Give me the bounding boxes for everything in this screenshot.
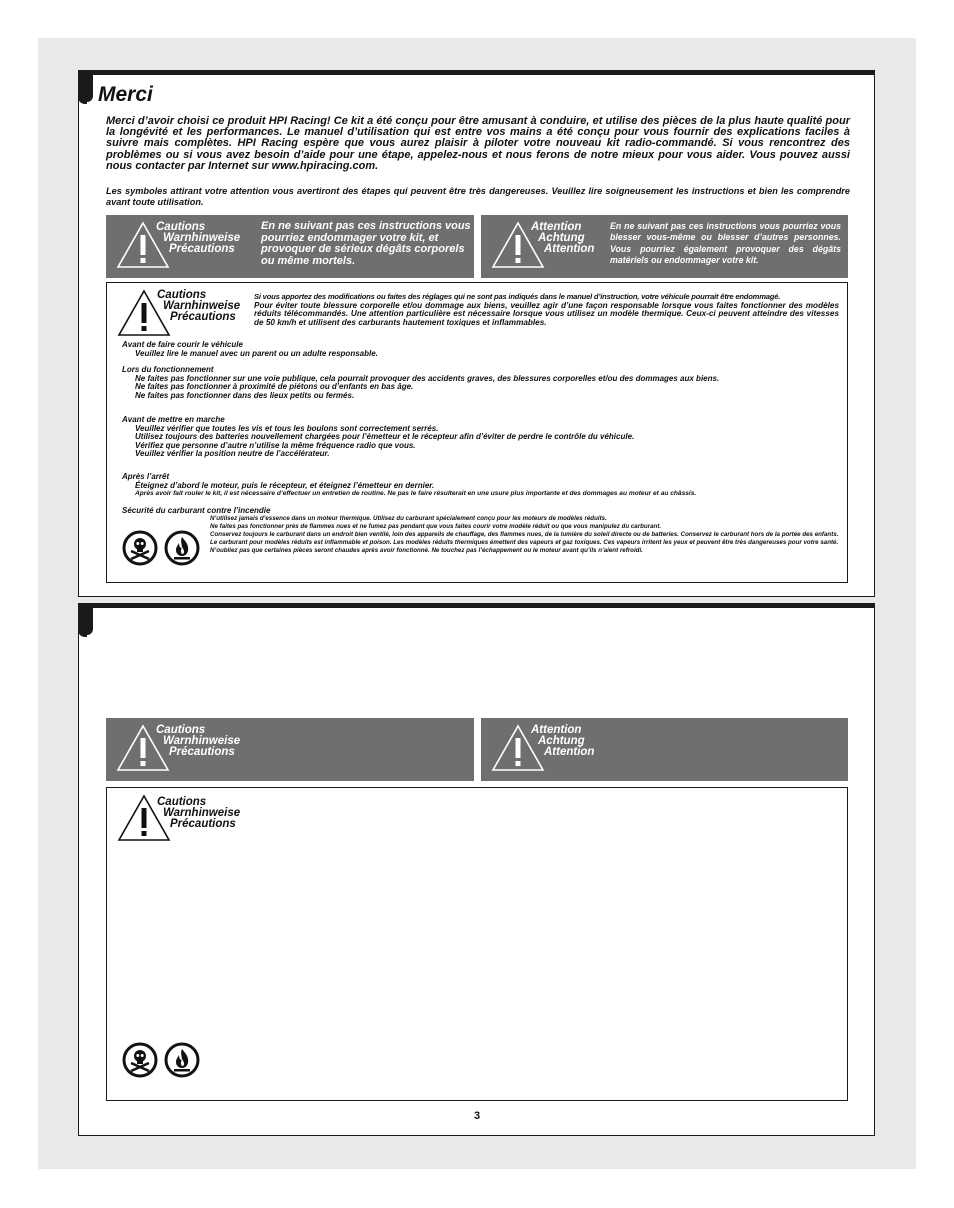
panel-top-rule (78, 70, 875, 75)
caution-label-en: Cautions (156, 221, 206, 233)
caution-description: En ne suivant pas ces instructions vous pourriez endommager votre kit, et provoquer de sérieux dégâts corporels ou même mortels. (261, 220, 471, 267)
section-before-start (122, 416, 634, 459)
safety-label-de: Warnhinweise (163, 300, 241, 312)
caution-label-en: Cautions (156, 724, 206, 736)
hazard-icons (122, 1042, 200, 1078)
list-item: Veuillez vérifier la position neutre de l’accélérateur. (135, 449, 330, 459)
list-item: Vérifiez que personne d’autre n’utilise la même fréquence radio que vous. (135, 440, 416, 450)
section-heading: Lors du fonctionnement (122, 365, 214, 374)
safety-label-de: Warnhinweise (163, 807, 241, 819)
attention-label-fr: Attention (544, 746, 595, 758)
list-item: Éteignez d’abord le moteur, puis le récepteur, et éteignez l’émetteur en dernier. (135, 480, 435, 490)
section-heading: Avant de mettre en marche (122, 415, 225, 424)
safety-intro (254, 293, 839, 327)
blank-template-panel (78, 603, 875, 1136)
panel-top-rule (78, 603, 875, 608)
poison-skull-icon (122, 1042, 158, 1078)
section-heading: Après l’arrêt (122, 472, 170, 481)
list-item: Utilisez toujours des batteries nouvellement chargées pour l’émetteur et le récepteur afin d’éviter de perdre le contrôle du véhicule. (135, 432, 635, 442)
list-item: N’utilisez jamais d’essence dans un moteur thermique. Utilisez du carburant spécialement conçu pour les moteurs de modèles réduits. (210, 515, 607, 522)
section-before-running (122, 341, 378, 358)
attention-box-blank (481, 718, 848, 781)
caution-box (106, 215, 474, 278)
attention-description: En ne suivant pas ces instructions vous pourriez vous blesser vous-même ou blesser d’autres personnes. Vous pourriez également provoquer des dégâts matériels ou endommager votre kit. (610, 221, 841, 265)
caution-box-blank (106, 718, 474, 781)
section-heading: Sécurité du carburant contre l’incendie (122, 506, 271, 515)
page-number: 3 (473, 1110, 481, 1122)
attention-label-en: Attention (531, 724, 582, 736)
page-title: Merci (98, 83, 153, 106)
poison-skull-icon (122, 530, 158, 566)
safety-intro-line: Si vous apportez des modifications ou faites des réglages qui ne sont pas indiqués dans le manuel d’instruction, votre véhicule pourrait être endommagé. (254, 292, 781, 301)
safety-box (106, 282, 848, 583)
list-item: Veuillez lire le manuel avec un parent ou un adulte responsable. (135, 348, 378, 358)
section-tab (78, 607, 87, 637)
flammable-icon (164, 530, 200, 566)
safety-label-fr: Précautions (170, 818, 236, 830)
fuel-safety-list (210, 515, 840, 555)
list-item: Après avoir fait rouler le kit, il est nécessaire d’effectuer un entretien de routine. Ne pas le faire résulterait en une usure plus importante et des dommages au moteur et au châssis. (135, 490, 697, 498)
safety-intro-text: Pour éviter toute blessure corporelle et/ou dommage aux biens, veuillez agir d’une façon responsable lorsque vous faites fonctionner des modèles réduits télécommandés. Une attention particulière est nécessaire lorsque vous utilisez un modèle thermique. Ceux-ci peuvent atteindre des vitesses de 50 km/h et utilisent des carburants hautement toxiques et inflammables. (254, 300, 839, 327)
hazard-icons (122, 530, 200, 566)
attention-box (481, 215, 848, 278)
safety-label-en: Cautions (157, 796, 207, 808)
safety-box-blank (106, 787, 848, 1101)
list-item: Ne faites pas fonctionner à proximité de piétons ou d’enfants en bas âge. (135, 382, 414, 392)
attention-label-de: Achtung (538, 232, 585, 244)
caution-label-fr: Précautions (169, 243, 235, 255)
attention-label-fr: Attention (544, 243, 595, 255)
attention-label-de: Achtung (538, 735, 585, 747)
list-item: Ne faites pas fonctionner sur une voie publique, cela pourrait provoquer des accidents graves, des blessures corporelles et/ou des dommages aux biens. (135, 373, 720, 383)
list-item: Le carburant pour modèles réduits est inflammable et poison. Les modèles réduits thermiques émettent des vapeurs et gaz toxiques. Ces vapeurs irritent les yeux et peuvent être très dangereuses pour votre santé. (210, 538, 839, 546)
attention-label-en: Attention (531, 221, 582, 233)
section-tab (78, 74, 87, 104)
caution-label-de: Warnhinweise (163, 232, 241, 244)
caution-label-de: Warnhinweise (163, 735, 241, 747)
list-item: Ne faites pas fonctionner dans des lieux petits ou fermés. (135, 390, 355, 400)
flammable-icon (164, 1042, 200, 1078)
symbols-paragraph: Les symboles attirant votre attention vous avertiront des étapes qui peuvent être très dangereuses. Veuillez lire soigneusement les instructions et bien les comprendre avant toute utilisation. (106, 186, 850, 207)
list-item: Ne faites pas fonctionner près de flammes nues et ne fumez pas pendant que vous faites courir votre modèle réduit ou que vous manipulez du carburant. (210, 522, 662, 530)
caution-label-fr: Précautions (169, 746, 235, 758)
list-item: Conservez toujours le carburant dans un endroit bien ventilé, loin des appareils de chauffage, des flammes nues, de la lumière du soleil directe ou de batteries. Conservez le carburant hors de la portée des enfants. (210, 530, 839, 538)
safety-label-en: Cautions (157, 289, 207, 301)
safety-label-fr: Précautions (170, 311, 236, 323)
list-item: N’oubliez pas que certaines pièces seront chaudes après avoir fonctionné. Ne touchez pas l’échappement ou le moteur avant qu’ils n’aient refroidi. (210, 546, 643, 554)
section-heading: Avant de faire courir le véhicule (122, 340, 243, 349)
intro-paragraph: Merci d’avoir choisi ce produit HPI Racing! Ce kit a été conçu pour être amusant à conduire, et utilise des pièces de la plus haute qualité pour la longévité et les performances. Le manuel d’utilisation qui est entre vos mains a été conçu pour vous fournir des explications faciles à suivre mais complètes. HPI Racing espère que vous aurez plaisir à piloter votre nouveau kit radio-commandé. Si vous rencontrez des problèmes ou si vous avez besoin d’aide pour une étape, appelez-nous et nous ferons de notre mieux pour vous aider. Vous pouvez aussi nous contacter par Internet sur www.hpiracing.com. (106, 115, 850, 172)
section-during-operation (122, 366, 719, 400)
list-item: Veuillez vérifier que toutes les vis et tous les boulons sont correctement serrés. (135, 423, 439, 433)
section-after-stop (122, 473, 696, 499)
merci-panel (78, 70, 875, 597)
